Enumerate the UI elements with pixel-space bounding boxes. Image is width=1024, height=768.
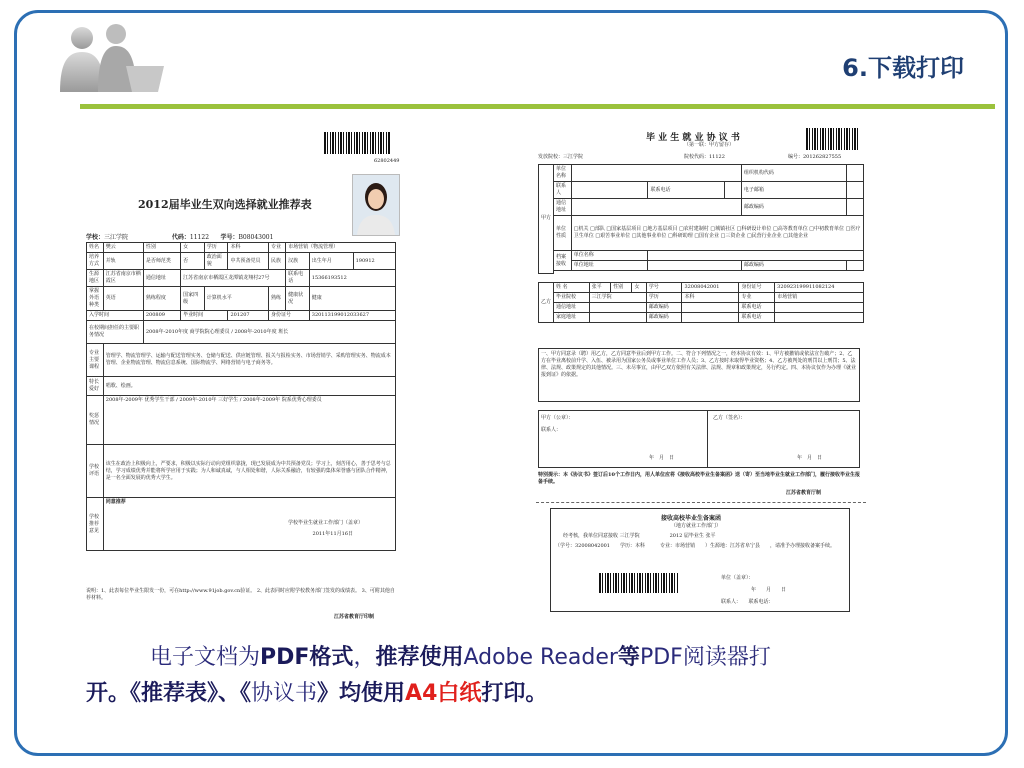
cell: 联系电话 [286,270,310,287]
school-label: 学校： [86,234,105,241]
student-no-label: 学号： [220,234,239,241]
table-row [539,303,864,313]
cell: 学号 [646,283,682,293]
cell: 汉族 [286,253,310,270]
cell: 毕业院校 [554,293,590,303]
eval-value: 该生在政治上积极向上，严要求，积极以实际行动向党组织靠拢，现已发展成为中共预备党员；学习上，刻苦用心，善于思考与总结，学习成绩优秀并能将所学应用于实践；为人和诚真诚，与人相处和谐，人际关系融洽，有较强的集体荣誉感与团队合作精神，是一名全面发展的优秀大学生。 [103,445,395,498]
agreement-number: 编号：201262827555 [788,154,842,160]
notes: 说明：1、此表每位毕业生限发一份，可在http://www.91job.gov.cn验证。 2、此表同时应附学校教务部门签发的成绩表。 3、可附其他自荐材料。 [86,588,395,601]
terms-text: 一、甲方同意录（聘）用乙方，乙方同意毕业后到甲方工作。二、符合下列情况之一，经本协议有效：1、甲方被撤销或依法宣告破产；2、乙方在毕业离校前升学、入伍、被录用为国家公务员或事业单位工作人员；3、乙方按时未取得毕业资格；4、乙方被判处的刑罚以上刑罚；5、法律、法规、政策规定的其他情况。三、未尽事宜，由甲乙双方依照有关法律、法规、规章和政策规定，另行约定。四、本协议仅作为办理《就业报到证》的依据。 [541,351,857,378]
cell: 姓名 [87,243,104,253]
receipt-unit: 单位（盖章）： [721,575,754,581]
cell: 健康 [309,287,395,311]
party-a-sign: 甲方（公章）： [541,415,574,421]
party-b-date: 年 月 日 [797,455,823,461]
party-b-sign: 乙方（签名）： [713,415,746,421]
table-row [539,251,864,261]
awards-label: 奖惩情况 [87,396,104,445]
cell: 英语 [103,287,143,311]
cell: 市场营销 [775,293,864,303]
table-row [87,445,396,498]
caption-text: 阅读器打 [682,645,771,670]
cell: 性别 [143,243,180,253]
barcode [806,128,860,150]
agreement-title: 毕 业 生 就 业 协 议 书 [646,133,740,143]
cell: 档案接收 [554,251,572,271]
party-b-table [538,282,864,323]
recommend-dept: 学校毕业生就业工作部门（盖章） [287,520,363,526]
cell: 通信地址 [554,303,590,313]
cell: 毕业时间 [181,311,228,321]
cell: 培养方式 [87,253,104,270]
table-row [87,498,396,551]
caption-text: 电子文档为 [150,645,261,670]
student-no-value: B08043001 [238,234,274,241]
table-row [87,396,396,445]
cell: 国家四级 [181,287,205,311]
recommend-date: 2011年11月16日 [312,531,353,537]
cell: 姓 名 [554,283,590,293]
receipt-line-1: 经考核，我单位同意接收 三江学院 2012 届毕业生 张平 [563,533,716,539]
cell: 联系电话 [739,313,775,323]
receipt-contact: 联系人： 联系电话： [721,599,774,605]
table-row [539,216,864,251]
recommend-cell [103,498,395,551]
table-row [87,321,396,344]
issuer: 江苏省教育厅印制 [334,614,375,620]
school-line [86,232,273,241]
caption-highlight: A4白纸 [405,681,482,706]
table-row [87,344,396,377]
cell: 政治面貌 [204,253,228,270]
agreement-issuer: 江苏省教育厅制 [786,490,822,496]
barcode [599,573,679,593]
slide-title: 6.下载打印 [842,54,964,82]
agreement-subtitle: （第一联：甲方留存） [684,142,735,148]
photo [352,174,400,236]
courses-label: 专业主要课程 [87,344,104,377]
receipt-line-2: （学号：32008042001 学历：本科 专业：市场营销 ）生源地：江苏省阜宁县 ，请准予办理接收备案手续。 [555,543,835,549]
cell: 熟练 [268,287,285,311]
cell: 生源地区 [87,270,104,287]
cell: 专业 [268,243,285,253]
cell: 联系电话 [739,303,775,313]
cell: 中共预备党员 [228,253,268,270]
recommendation-form [84,126,484,626]
title-underline [80,104,995,109]
cell: 专业 [739,293,775,303]
issue-school: 发放院校：三江学院 [538,154,584,160]
cell: 女 [632,283,646,293]
cell: 单位地址 [571,261,648,271]
table-row [539,313,864,323]
receipt-box [550,508,850,612]
cell: 计算机水平 [204,287,268,311]
cell: 学历 [204,243,228,253]
cell: 200809 [143,311,180,321]
cell: 江苏省南京市栖霞区 [103,270,143,287]
form-title: 2012届毕业生双向选择就业推荐表 [138,198,312,211]
cell: 320113199012033627 [309,311,395,321]
cell: 190912 [353,253,395,270]
table-row [539,199,864,216]
cell: 电子邮箱 [741,182,846,199]
recommend-label: 学校推荐意见 [87,498,104,551]
cell: 本科 [228,243,268,253]
terms-box [538,348,860,402]
cut-line [536,502,866,503]
cell: 性别 [611,283,632,293]
table-row [539,293,864,303]
table-row [87,243,396,253]
cell: 邮政编码 [741,261,846,271]
cell: 通信地址 [554,199,572,216]
caption-text: 开。《推荐表》、《 [86,681,252,706]
caption-line-1 [86,640,946,676]
school-value: 三江学院 [104,234,129,241]
cell: 联系电话 [648,182,725,199]
receipt-title: 接收高校毕业生备案函 [661,515,722,522]
table-row [87,287,396,311]
cell: 出生年月 [309,253,353,270]
caption-text: 等 [617,645,640,670]
caption-text: Adobe Reader [463,645,618,670]
cell: 15366193512 [309,270,395,287]
cell: 民族 [268,253,285,270]
caption-text: PDF格式 [260,645,354,670]
table-row [87,311,396,321]
party-a-contact: 联系人： [541,427,562,433]
cell: 201207 [228,311,268,321]
table-row [87,377,396,396]
table-row [539,182,864,199]
party-a-table [538,164,864,274]
receipt-subtitle: （地方就业工作部门） [671,523,722,529]
receipt-date: 年 月 日 [751,587,787,593]
courses-value: 管理学、物流管理学、运输与配送管理实务、仓储与配送、供应链管理、报关与报检实务、市场营销学、采购管理实务、物流成本管理、企业物流管理、物流信息系统、国际物流学、网络营销与电子商务等。 [103,344,395,377]
employment-agreement [536,126,874,622]
skills-value: 唱歌、绘画。 [103,377,395,396]
cell: 女 [181,243,205,253]
skills-label: 特长爱好 [87,377,104,396]
signature-box [538,410,860,468]
cell: 单位名称 [554,165,572,182]
caption-text: 打印。 [481,681,548,706]
cell: 并轨 [103,253,143,270]
caption-text: 》均使用 [317,681,406,706]
cell: 否 [181,253,205,270]
unit-nature: □机关 □部队 □国家基层项目 □地方基层项目 □农村建制村 □城镇社区 □科研设计单位 □高等教育单位 □中初教育单位 □医疗卫生单位 □艰苦事业单位 □其他事业单位 □科研助理 □国有企业 □三资企业 □民营行业企业 □其他企业 [571,216,863,251]
cell: 组织机构代码 [741,165,846,182]
duties-value: 2008年-2010年度 商学院院心理委员 / 2008年-2010年度 班长 [143,321,395,344]
eval-label: 学校评语 [87,445,104,498]
table-row [539,261,864,271]
cell: 掌握外语种类 [87,287,104,311]
cell: 通信地址 [143,270,180,287]
duties-label: 在校期间担任的主要职务情况 [87,321,144,344]
recommend-value: 同意推荐 [105,499,126,505]
cell: 邮政编码 [646,313,682,323]
code-value: 11122 [189,234,210,241]
people-silhouette-icon [46,22,166,92]
caption-line-2 [86,676,946,712]
cell: 樊云 [103,243,143,253]
caption [86,640,946,712]
table-row [539,283,864,293]
cell: 邮政编码 [646,303,682,313]
barcode [324,132,390,154]
cell: 320923199911082124 [775,283,864,293]
cell: 32008042001 [682,283,739,293]
caption-text: ， [353,645,376,670]
school-code: 院校代码：11122 [684,154,725,160]
special-notice: 特别提示：本《协议书》签订后10个工作日内，用人单位应将《接收高校毕业生备案函》送（寄）至当地毕业生就业工作部门，履行接收毕业生报备手续。 [538,472,860,485]
cell: 入学时间 [87,311,144,321]
table-row [87,270,396,287]
cell: 单位名称 [571,251,648,261]
cell: 是否师范类 [143,253,180,270]
cell: 市场营销（物流管理） [286,243,396,253]
cell: 身份证号 [739,283,775,293]
awards-value: 2008年-2009年 优秀学生干部 / 2009年-2010年 三好学生 / 2008年-2009年 院系优秀心理委员 [103,396,395,445]
cell: 熟练程度 [143,287,180,311]
caption-text: PDF [639,645,683,670]
table-row [87,253,396,270]
cell: 本科 [682,293,739,303]
cell: 三江学院 [589,293,646,303]
party-b-label: 乙方 [539,283,554,323]
party-a-date: 年 月 日 [649,455,675,461]
cell: 联系人 [554,182,572,199]
caption-text: 协议书 [251,681,318,706]
cell: 单位性质 [554,216,572,251]
cell: 学历 [646,293,682,303]
cell: 张平 [589,283,610,293]
cell: 江苏省南京市栖霞区龙潭镇龙翔村27号 [181,270,286,287]
personal-info-table [86,242,396,551]
code-label: 代码： [171,234,190,241]
cell: 邮政编码 [741,199,846,216]
cell: 健康状况 [286,287,310,311]
caption-text: 推荐使用 [375,645,464,670]
cell: 家庭地址 [554,313,590,323]
form-code: 62802449 [374,158,400,164]
party-a-label: 甲方 [539,165,554,274]
table-row [539,165,864,182]
cell: 身份证号 [268,311,309,321]
